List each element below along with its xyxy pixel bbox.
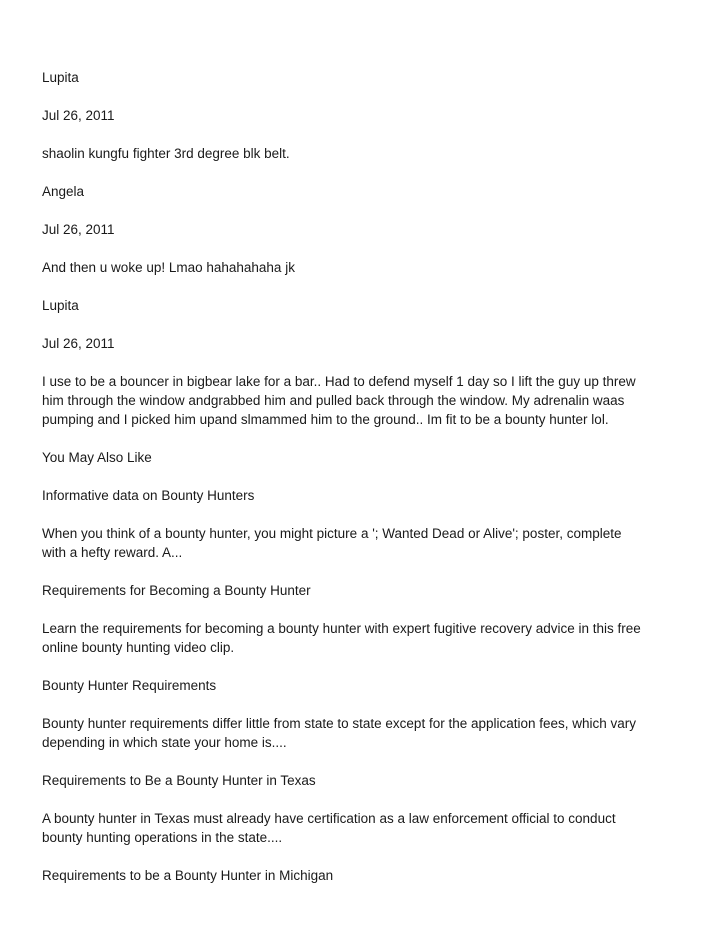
related-title-link[interactable]: Bounty Hunter Requirements [42, 678, 217, 693]
comment [42, 68, 688, 163]
related-heading: You May Also Like [42, 450, 152, 465]
comment-text: And then u woke up! Lmao hahahahaha jk [42, 260, 295, 275]
comment-date: Jul 26, 2011 [42, 108, 115, 123]
related-summary-line: with a hefty reward. A... [42, 545, 183, 560]
comment-author: Lupita [42, 70, 79, 85]
comment-text: shaolin kungfu fighter 3rd degree blk belt. [42, 146, 290, 161]
related-item [42, 581, 688, 657]
comment-date: Jul 26, 2011 [42, 336, 115, 351]
related-item [42, 524, 688, 562]
comment-author: Lupita [42, 298, 79, 313]
comment-text-line: pumping and I picked him upand slmammed him to the ground.. Im fit to be a bounty hunter lol. [42, 412, 609, 427]
related-summary-line: online bounty hunting video clip. [42, 640, 235, 655]
related-title-link[interactable]: Requirements to Be a Bounty Hunter in Texas [42, 773, 316, 788]
comment-text-line: him through the window andgrabbed him and pulled back through the window. My adrenalin waas [42, 393, 625, 408]
related-summary-line: Bounty hunter requirements differ little from state to state except for the application fees, which vary [42, 716, 637, 731]
related-item [42, 866, 688, 885]
related-summary-line: Learn the requirements for becoming a bounty hunter with expert fugitive recovery advice in this free [42, 621, 641, 636]
related-summary-line: When you think of a bounty hunter, you might picture a '; Wanted Dead or Alive'; poster, complete [42, 526, 622, 541]
comment [42, 182, 688, 277]
comment-text-line: I use to be a bouncer in bigbear lake for a bar.. Had to defend myself 1 day so I lift the guy up threw [42, 374, 636, 389]
related-item [42, 676, 688, 752]
related-title-link[interactable]: Requirements for Becoming a Bounty Hunter [42, 583, 311, 598]
comment-date: Jul 26, 2011 [42, 222, 115, 237]
related-intro-title[interactable]: Informative data on Bounty Hunters [42, 488, 255, 503]
related-summary-line: A bounty hunter in Texas must already have certification as a law enforcement official to conduct [42, 811, 616, 826]
related-item [42, 771, 688, 847]
comment [42, 296, 688, 429]
comment-author: Angela [42, 184, 85, 199]
related-title-link[interactable]: Requirements to be a Bounty Hunter in Michigan [42, 868, 334, 883]
related-summary-line: bounty hunting operations in the state.... [42, 830, 283, 845]
related-summary-line: depending in which state your home is.... [42, 735, 287, 750]
